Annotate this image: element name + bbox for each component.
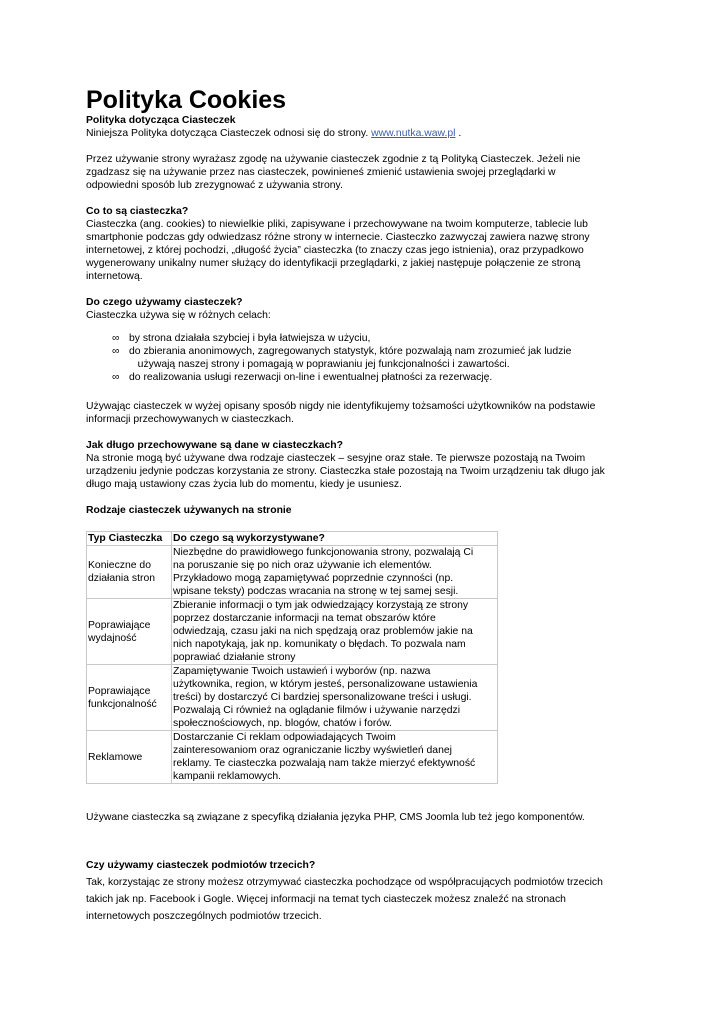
list-item-text: do zbierania anonimowych, zagregowanych statystyk, które pozwalają nam zrozumieć jak ludzie (129, 346, 572, 357)
cookie-type-cell: Konieczne do działania stron (87, 546, 172, 599)
table-header-row (87, 532, 498, 546)
text-line: długo mają ustawiony czas życia lub do momentu, kiedy je usuniesz. (86, 479, 402, 490)
cookie-type-cell: Poprawiające wydajność (87, 599, 172, 665)
text-line: Używając ciasteczek w wyżej opisany sposób nigdy nie identyfikujemy tożsamości użytkowników na podstawie (86, 401, 596, 412)
list-item-text: by strona działała szybciej i była łatwiejsza w użyciu, (129, 333, 371, 344)
page-title: Polityka Cookies (86, 86, 287, 114)
site-link[interactable]: www.nutka.waw.pl (371, 128, 456, 139)
list-item (86, 371, 646, 384)
text-line: internetowej, z której pochodzi, „długość życia” ciasteczka (to znaczy czas jego istnienia), oraz przypadkowo (86, 245, 584, 256)
list-item-text: używają naszej strony i pomagają w poprawianiu jej funkcjonalności i zawartości. (129, 359, 510, 370)
infinity-bullet-icon: ∞ (112, 333, 120, 344)
table-row (87, 731, 498, 784)
types-heading: Rodzaje ciasteczek używanych na stronie (86, 505, 292, 516)
cookie-type-cell: Reklamowe (87, 731, 172, 784)
intro-line-suffix: . (455, 128, 462, 139)
text-line: Przez używanie strony wyrażasz zgodę na używanie ciasteczek zgodnie z tą Polityką Ciasteczek. Jeżeli nie (86, 154, 581, 165)
intro-line (86, 127, 646, 140)
cookie-purpose-cell: Dostarczanie Ci reklam odpowiadających Twoim zainteresowaniom oraz ograniczanie liczby wyświetleń danej reklamy. Te ciasteczka pozwalają nam także mierzyć efektywność kampanii reklamowych. (172, 731, 498, 784)
third-party-heading: Czy używamy ciasteczek podmiotów trzecich? (86, 860, 316, 871)
text-line: Na stronie mogą być używane dwa rodzaje ciasteczek – sesyjne oraz stałe. Te pierwsze pozostają na Twoim (86, 453, 586, 464)
infinity-bullet-icon: ∞ (112, 346, 120, 357)
cookie-type-cell: Poprawiające funkcjonalność (87, 665, 172, 731)
text-line: zgadzasz się na używanie przez nas ciasteczek, powinieneś zmienić ustawienia swojej przeglądarki w (86, 167, 556, 178)
table-row (87, 546, 498, 599)
infinity-bullet-icon: ∞ (112, 372, 120, 383)
consent-paragraph (86, 153, 646, 192)
text-line: odpowiedni sposób lub zrezygnować z używania strony. (86, 180, 343, 191)
cookie-purpose-cell: Niezbędne do prawidłowego funkcjonowania strony, pozwalają Ci na poruszanie się po nich oraz używanie ich elementów. Przykładowo mogą zapamiętywać poprzednie czynności (np. wpisane teksty) podczas wracania na stronę w tej samej sesji. (172, 546, 498, 599)
intro-line-prefix: Niniejsza Polityka dotycząca Ciasteczek odnosi się do strony. (86, 128, 372, 139)
storage-heading: Jak długo przechowywane są dane w ciasteczkach? (86, 440, 343, 451)
what-heading: Co to są ciasteczka? (86, 206, 189, 217)
identify-paragraph (86, 400, 646, 426)
cookie-types-table (86, 531, 498, 784)
text-line: wygenerowany unikalny numer służący do identyfikacji przeglądarki, z jakiej następuje połączenie ze stroną (86, 258, 581, 269)
document-page (86, 86, 646, 925)
php-note: Używane ciasteczka są związane z specyfiką działania języka PHP, CMS Joomla lub też jego komponentów. (86, 812, 585, 823)
what-paragraph (86, 218, 646, 283)
list-item (86, 332, 646, 345)
table-row (87, 665, 498, 731)
text-line: informacji przechowywanych w ciasteczkach. (86, 414, 294, 425)
text-line: internetową. (86, 271, 143, 282)
cookie-purpose-cell: Zapamiętywanie Twoich ustawień i wyborów (np. nazwa użytkownika, region, w którym jesteś, personalizowane ustawienia treści) by dostarczyć Ci bardziej spersonalizowane treści i usługi. Pozwalają Ci również na oglądanie filmów i używanie narzędzi społecznościowych, np. blogów, chatów i forów. (172, 665, 498, 731)
storage-paragraph (86, 452, 646, 491)
text-line: Ciasteczka (ang. cookies) to niewielkie pliki, zapisywane i przechowywane na twoim komputerze, tablecie lub (86, 219, 588, 230)
cookie-purpose-cell: Zbieranie informacji o tym jak odwiedzający korzystają ze strony poprzez dostarczanie informacji na temat obszarów które odwiedzają, czasu jaki na nich spędzają oraz problemów jakie na nich napotykają, jak np. komunikaty o błędach. To pozwala nam poprawiać działanie strony (172, 599, 498, 665)
usage-heading: Do czego używamy ciasteczek? (86, 297, 243, 308)
text-line: urządzeniu jedynie podczas korzystania ze strony. Ciasteczka stałe pozostają na Twoim urządzeniu tak długo jak (86, 466, 605, 477)
usage-intro: Ciasteczka używa się w różnych celach: (86, 310, 271, 321)
column-header-purpose: Do czego są wykorzystywane? (172, 532, 498, 546)
list-item (86, 345, 646, 371)
table-row (87, 599, 498, 665)
text-line: takich jak np. Facebook i Gogle. Więcej informacji na temat tych ciasteczek możesz znaleźć na stronach (86, 894, 566, 905)
text-line: smartphonie podczas gdy odwiedzasz różne strony w internecie. Ciasteczko zazwyczaj zawiera nazwę strony (86, 232, 590, 243)
usage-list (86, 332, 646, 384)
list-item-text: do realizowania usługi rezerwacji on-line i ewentualnej płatności za rezerwację. (129, 372, 493, 383)
intro-subtitle: Polityka dotycząca Ciasteczek (86, 115, 236, 126)
column-header-type: Typ Ciasteczka (87, 532, 172, 546)
text-line: Tak, korzystając ze strony możesz otrzymywać ciasteczka pochodzące od współpracujących podmiotów trzecich (86, 877, 603, 888)
text-line: internetowych poszczególnych podmiotów trzecich. (86, 911, 322, 922)
